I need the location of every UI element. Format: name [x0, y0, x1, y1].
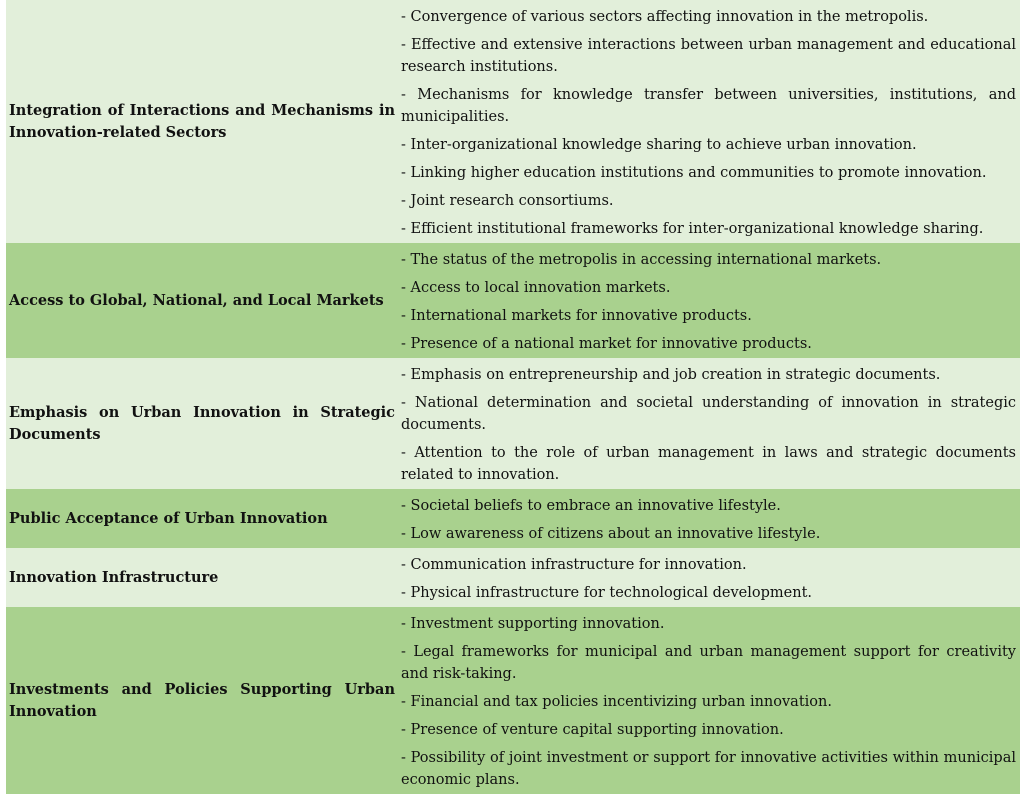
table-body: [6, 0, 1020, 794]
list-item: - International markets for innovative products.: [401, 308, 752, 324]
list-item: - Linking higher education institutions and communities to promote innovation.: [401, 165, 987, 181]
items-cell: [399, 0, 1020, 243]
list-item: - Possibility of joint investment or support for innovative activities within municipal economic plans.: [401, 750, 1016, 788]
list-item: - Effective and extensive interactions between urban management and educational research institutions.: [401, 37, 1016, 75]
items-cell: [399, 607, 1020, 794]
list-item: - Presence of venture capital supporting innovation.: [401, 722, 784, 738]
list-item: - Joint research consortiums.: [401, 193, 614, 209]
category-cell: Innovation Infrastructure: [9, 568, 219, 586]
list-item: - Efficient institutional frameworks for inter-organizational knowledge sharing.: [401, 221, 984, 237]
table-row: [6, 548, 1020, 607]
items-cell: [399, 243, 1020, 358]
list-item: - Investment supporting innovation.: [401, 616, 665, 632]
list-item: - Physical infrastructure for technological development.: [401, 585, 813, 601]
list-item: - National determination and societal understanding of innovation in strategic documents.: [401, 395, 1016, 433]
category-cell: Investments and Policies Supporting Urban Innovation: [9, 680, 395, 720]
table-row: [6, 0, 1020, 243]
items-cell: [399, 358, 1020, 489]
list-item: - Inter-organizational knowledge sharing to achieve urban innovation.: [401, 137, 917, 153]
list-item: - Communication infrastructure for innovation.: [401, 557, 747, 573]
table-row: [6, 243, 1020, 358]
list-item: - Attention to the role of urban management in laws and strategic documents related to innovation.: [401, 445, 1016, 483]
list-item: - Access to local innovation markets.: [401, 280, 671, 296]
table-row: [6, 358, 1020, 489]
innovation-factors-table: [6, 0, 1020, 794]
list-item: - Societal beliefs to embrace an innovative lifestyle.: [401, 498, 781, 514]
items-cell: [399, 489, 1020, 548]
list-item: - The status of the metropolis in accessing international markets.: [401, 252, 882, 268]
category-cell: Public Acceptance of Urban Innovation: [9, 509, 328, 527]
list-item: - Mechanisms for knowledge transfer between universities, institutions, and municipalities.: [401, 87, 1016, 125]
category-cell: Access to Global, National, and Local Markets: [9, 291, 384, 309]
items-cell: [399, 548, 1020, 607]
list-item: - Emphasis on entrepreneurship and job creation in strategic documents.: [401, 367, 941, 383]
table-row: [6, 607, 1020, 794]
table-row: [6, 489, 1020, 548]
list-item: - Presence of a national market for innovative products.: [401, 336, 812, 352]
list-item: - Low awareness of citizens about an innovative lifestyle.: [401, 526, 821, 542]
category-cell: Integration of Interactions and Mechanisms in Innovation-related Sectors: [9, 101, 395, 141]
list-item: - Convergence of various sectors affecting innovation in the metropolis.: [401, 9, 929, 25]
list-item: - Financial and tax policies incentivizing urban innovation.: [401, 694, 832, 710]
category-cell: Emphasis on Urban Innovation in Strategic Documents: [9, 403, 395, 443]
list-item: - Legal frameworks for municipal and urban management support for creativity and risk-taking.: [401, 644, 1016, 682]
